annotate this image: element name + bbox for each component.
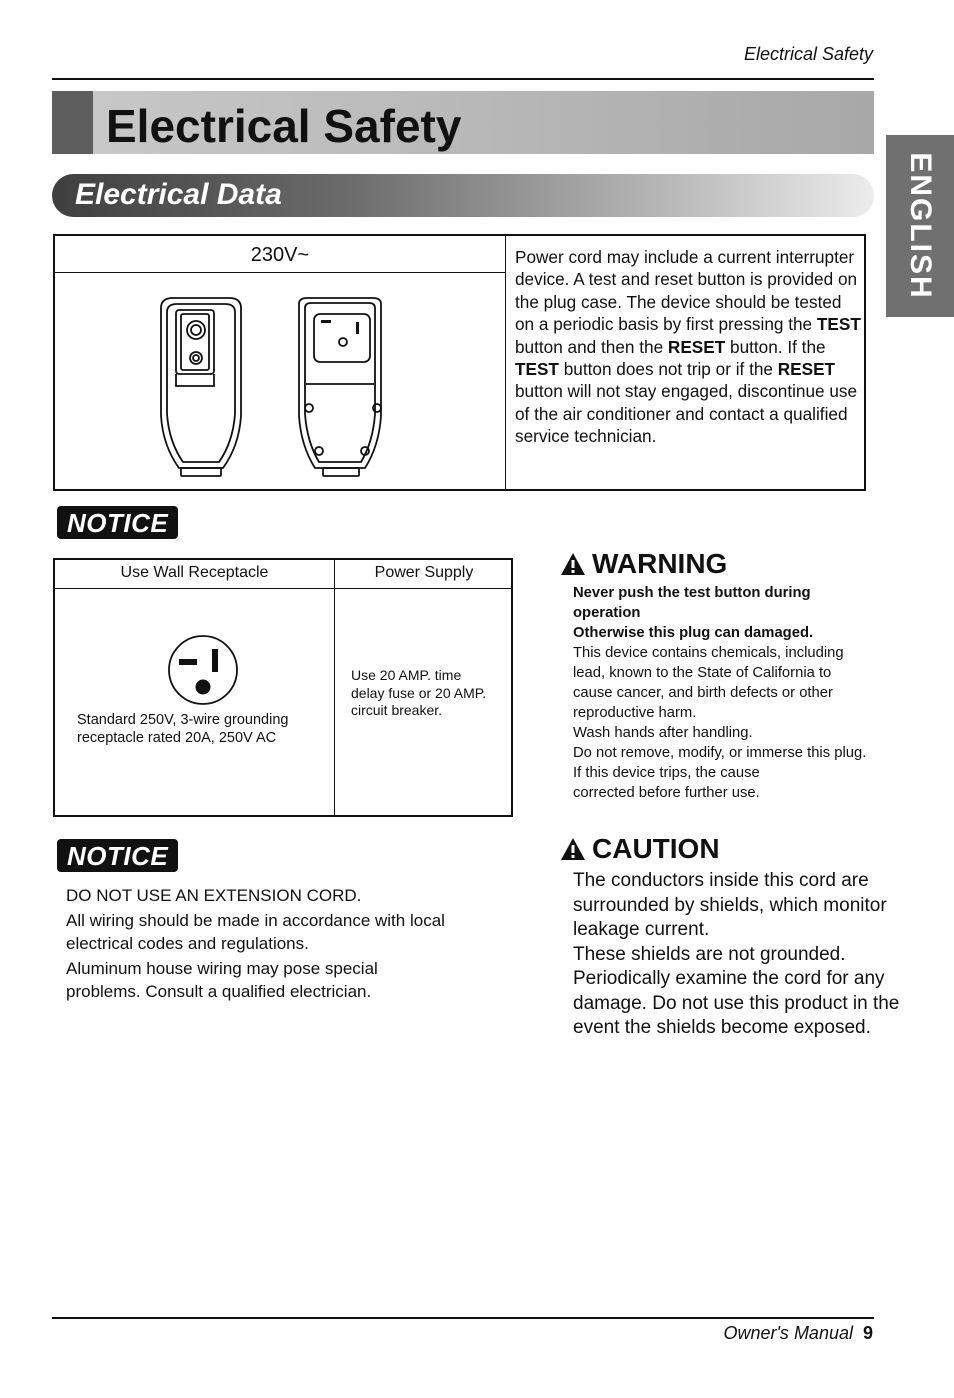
warning-line: operation <box>573 605 641 621</box>
notice-line: All wiring should be made in accordance with local <box>66 911 445 930</box>
caution-line: surrounded by shields, which monitor <box>573 894 887 916</box>
caution-text <box>573 869 903 1041</box>
warning-title: WARNING <box>592 548 728 579</box>
warning-line: reproductive harm. <box>573 705 697 721</box>
cord-description <box>515 246 865 448</box>
box-divider <box>505 236 506 489</box>
warning-line: This device contains chemicals, including <box>573 645 844 661</box>
caution-line: These shields are not grounded. <box>573 943 846 965</box>
button-name-emphasis: TEST <box>515 359 559 380</box>
notice-line: DO NOT USE AN EXTENSION CORD. <box>66 886 362 905</box>
caution-line: damage. Do not use this product in the <box>573 992 900 1014</box>
page-number: 9 <box>862 1323 873 1343</box>
caution-line: The conductors inside this cord are <box>573 870 869 891</box>
table-header-receptacle: Use Wall Receptacle <box>120 564 269 581</box>
box-divider <box>55 272 505 273</box>
footer-label: Owner's Manual <box>723 1323 853 1343</box>
notice-badge <box>57 841 178 872</box>
warning-line: cause cancer, and birth defects or other <box>573 685 833 701</box>
receptacle-line: receptacle rated 20A, 250V AC <box>77 730 277 746</box>
warning-line: lead, known to the State of California to <box>573 665 832 681</box>
table-divider <box>334 560 335 815</box>
notice-line: problems. Consult a qualified electrician. <box>66 982 372 1001</box>
warning-text <box>573 583 903 803</box>
warning-line: Otherwise this plug can damaged. <box>573 625 814 641</box>
language-tab-label: ENGLISH <box>904 152 937 300</box>
caution-triangle-icon <box>560 837 586 861</box>
cord-text-segment: Power cord may include a current interrupter device. A test and reset button is provided on the plug case. The device should be tested on a periodic basis by first pressing the <box>515 247 858 335</box>
voltage-label: 230V~ <box>250 244 310 266</box>
receptacle-description <box>77 711 288 747</box>
supply-line: Use 20 AMP. time <box>351 667 462 683</box>
title-block-accent <box>52 91 93 154</box>
header-rule <box>52 78 874 80</box>
supply-line: circuit breaker. <box>351 702 443 718</box>
warning-line: Do not remove, modify, or immerse this plug. <box>573 745 867 761</box>
caution-heading <box>560 833 720 865</box>
page-footer <box>723 1323 873 1344</box>
caution-title: CAUTION <box>592 833 720 864</box>
supply-line: delay fuse or 20 AMP. <box>351 684 487 701</box>
button-name-emphasis: RESET <box>777 359 836 380</box>
outlet-icon <box>168 634 240 706</box>
plug-illustration <box>151 296 391 481</box>
cord-text-segment: button does not trip or if the <box>558 359 778 380</box>
cord-text-segment: button will not stay engaged, discontinue use of the air conditioner and contact a qualified service technician. <box>515 381 858 447</box>
table-divider <box>55 588 511 589</box>
warning-heading <box>560 548 727 580</box>
table-header-power-supply: Power Supply <box>374 564 474 581</box>
running-head: Electrical Safety <box>743 44 873 64</box>
caution-line: Periodically examine the cord for any <box>573 968 885 989</box>
receptacle-table <box>53 558 513 817</box>
warning-line: Never push the test button during <box>573 585 811 601</box>
section-bar <box>52 174 874 217</box>
power-supply-description <box>351 667 486 720</box>
caution-line: leakage current. <box>573 919 710 940</box>
page-title: Electrical Safety <box>106 100 462 152</box>
section-title: Electrical Data <box>75 178 282 211</box>
button-name-emphasis: RESET <box>667 336 726 357</box>
notice-line: Aluminum house wiring may pose special <box>66 959 378 978</box>
warning-line: If this device trips, the cause <box>573 765 760 781</box>
caution-line: event the shields become exposed. <box>573 1017 871 1038</box>
button-name-emphasis: TEST <box>816 314 861 335</box>
cord-text-segment: button. If the <box>725 336 826 357</box>
warning-line: Wash hands after handling. <box>573 725 753 741</box>
extension-cord-notice <box>66 884 506 1003</box>
warning-line: corrected before further use. <box>573 785 760 801</box>
notice-badge <box>57 508 178 539</box>
power-cord-box <box>53 234 866 491</box>
notice-label: NOTICE <box>57 506 178 539</box>
notice-line: electrical codes and regulations. <box>66 934 309 953</box>
receptacle-line: Standard 250V, 3-wire grounding <box>77 712 289 728</box>
notice-label: NOTICE <box>57 839 178 872</box>
language-tab <box>886 135 954 317</box>
cord-text-segment: button and then the <box>515 336 668 357</box>
footer-rule <box>52 1317 874 1319</box>
title-bar <box>52 91 874 154</box>
warning-triangle-icon <box>560 552 586 576</box>
